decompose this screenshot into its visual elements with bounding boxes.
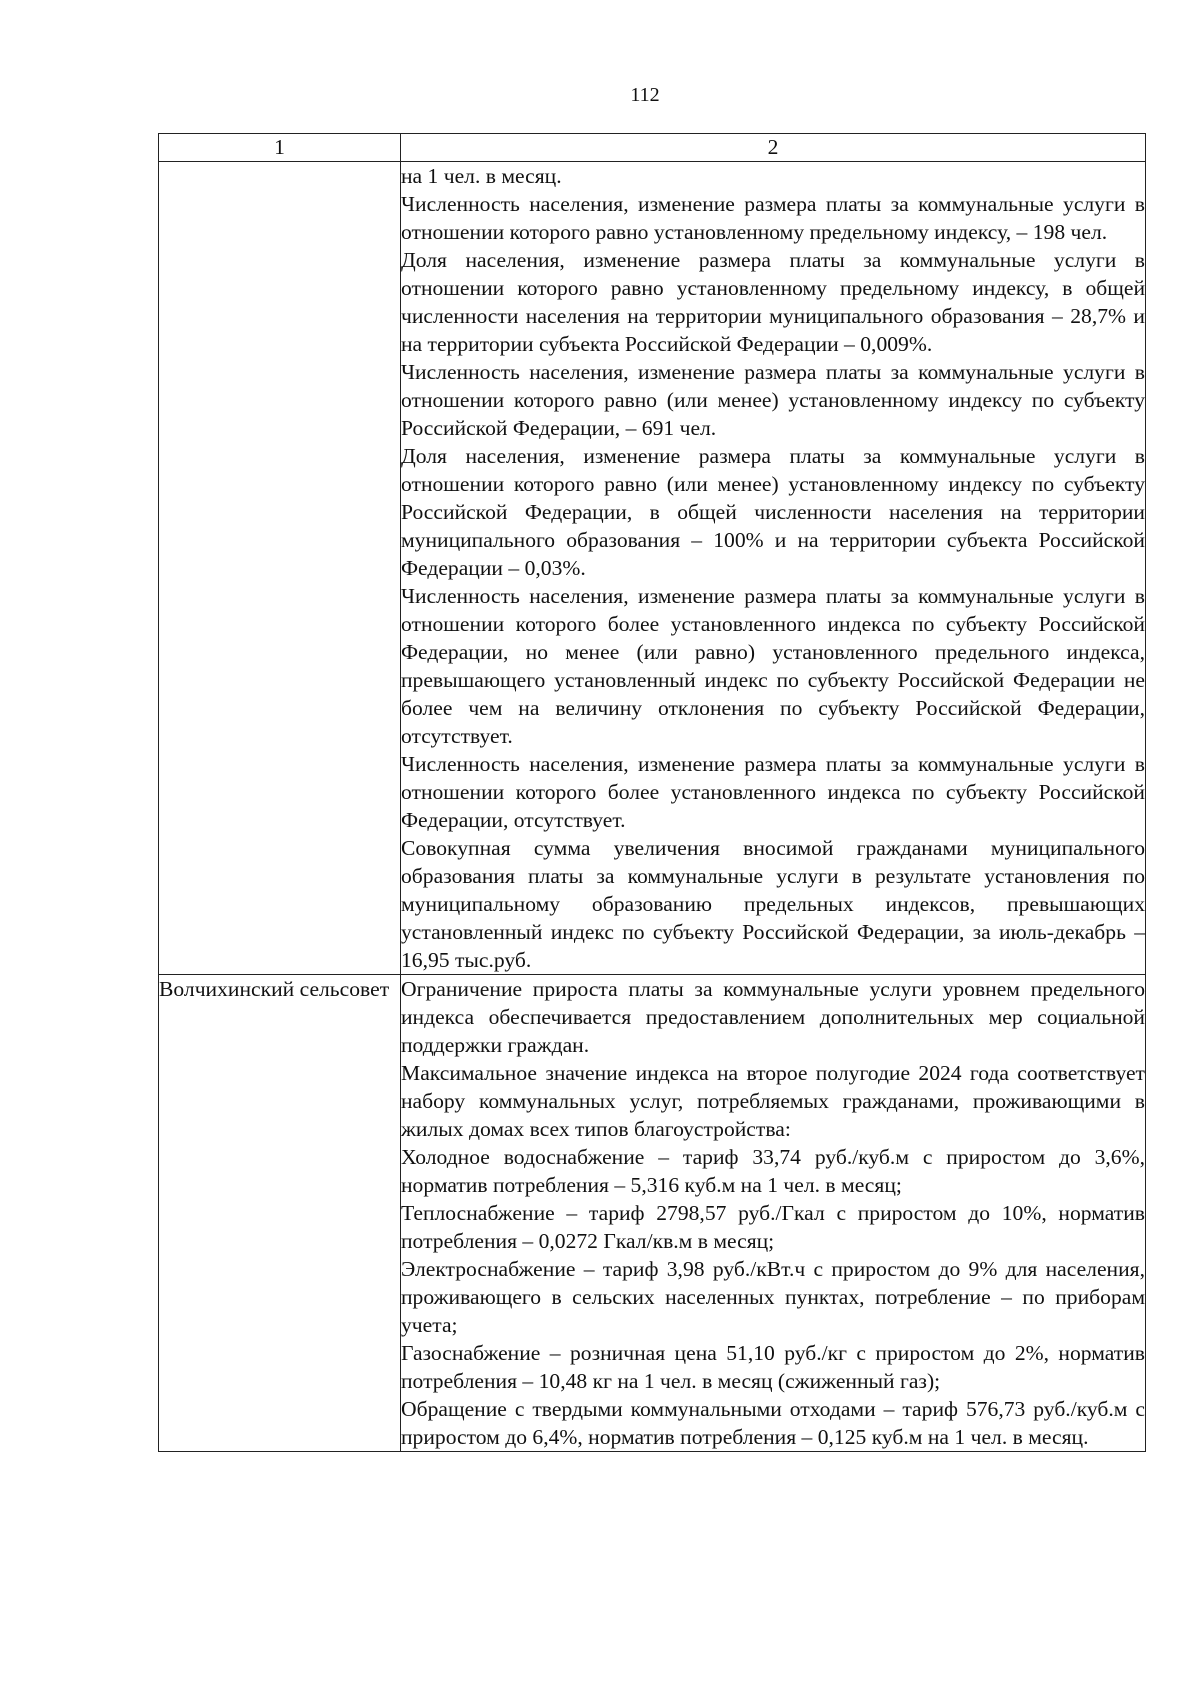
table-row (159, 975, 1146, 1452)
paragraph: Холодное водоснабжение – тариф 33,74 руб./куб.м с приростом до 3,6%, норматив потребления – 5,316 куб.м на 1 чел. в месяц; (401, 1145, 1145, 1197)
paragraph: Теплоснабжение – тариф 2798,57 руб./Гкал с приростом до 10%, норматив потребления – 0,0272 Гкал/кв.м в месяц; (401, 1201, 1145, 1253)
paragraph: Совокупная сумма увеличения вносимой гражданами муниципального образования платы за коммунальные услуги в результате установления по муниципальному образованию предельных индексов, превышающих установленный индекс по субъекту Российской Федерации, за июль-декабрь – 16,95 тыс.руб. (401, 836, 1145, 972)
municipality-name-cell (159, 162, 401, 975)
paragraph: Численность населения, изменение размера платы за коммунальные услуги в отношении которого равно (или менее) установленному индексу по субъекту Российской Федерации, – 691 чел. (401, 360, 1145, 440)
paragraph: Электроснабжение – тариф 3,98 руб./кВт.ч с приростом до 9% для населения, проживающего в сельских населенных пунктах, потребление – по приборам учета; (401, 1257, 1145, 1337)
paragraph: Численность населения, изменение размера платы за коммунальные услуги в отношении которого более установленного индекса по субъекту Российской Федерации, отсутствует. (401, 752, 1145, 832)
column-header-1: 1 (159, 134, 401, 162)
paragraph: Доля населения, изменение размера платы за коммунальные услуги в отношении которого равно (или менее) установленному индексу по субъекту Российской Федерации, в общей численности населения на территории муниципального образования – 100% и на территории субъекта Российской Федерации – 0,03%. (401, 444, 1145, 580)
paragraph: Численность населения, изменение размера платы за коммунальные услуги в отношении которого более установленного индекса по субъекту Российской Федерации, но менее (или равно) установленного предельного индекса, превышающего установленный индекс по субъекту Российской Федерации не более чем на величину отклонения по субъекту Российской Федерации, отсутствует. (401, 584, 1145, 748)
paragraph: на 1 чел. в месяц. (401, 164, 562, 188)
description-cell (401, 162, 1146, 975)
paragraph: Обращение с твердыми коммунальными отходами – тариф 576,73 руб./куб.м с приростом до 6,4%, норматив потребления – 0,125 куб.м на 1 чел. в месяц. (401, 1397, 1145, 1449)
municipal-index-table (158, 133, 1146, 1452)
paragraph: Максимальное значение индекса на второе полугодие 2024 года соответствует набору коммунальных услуг, потребляемых гражданами, проживающими в жилых домах всех типов благоустройства: (401, 1061, 1145, 1141)
column-header-2: 2 (401, 134, 1146, 162)
page-number: 112 (630, 84, 660, 106)
municipality-name-cell: Волчихинский сельсовет (159, 975, 401, 1452)
paragraph: Ограничение прироста платы за коммунальные услуги уровнем предельного индекса обеспечивается предоставлением дополнительных мер социальной поддержки граждан. (401, 977, 1145, 1057)
description-cell (401, 975, 1146, 1452)
table-row (159, 162, 1146, 975)
paragraph: Доля населения, изменение размера платы за коммунальные услуги в отношении которого равно установленному предельному индексу, в общей численности населения на территории муниципального образования – 28,7% и на территории субъекта Российской Федерации – 0,009%. (401, 248, 1145, 356)
table-header-row (159, 134, 1146, 162)
paragraph: Газоснабжение – розничная цена 51,10 руб./кг с приростом до 2%, норматив потребления – 10,48 кг на 1 чел. в месяц (сжиженный газ); (401, 1341, 1145, 1393)
paragraph: Численность населения, изменение размера платы за коммунальные услуги в отношении которого равно установленному предельному индексу, – 198 чел. (401, 192, 1145, 244)
